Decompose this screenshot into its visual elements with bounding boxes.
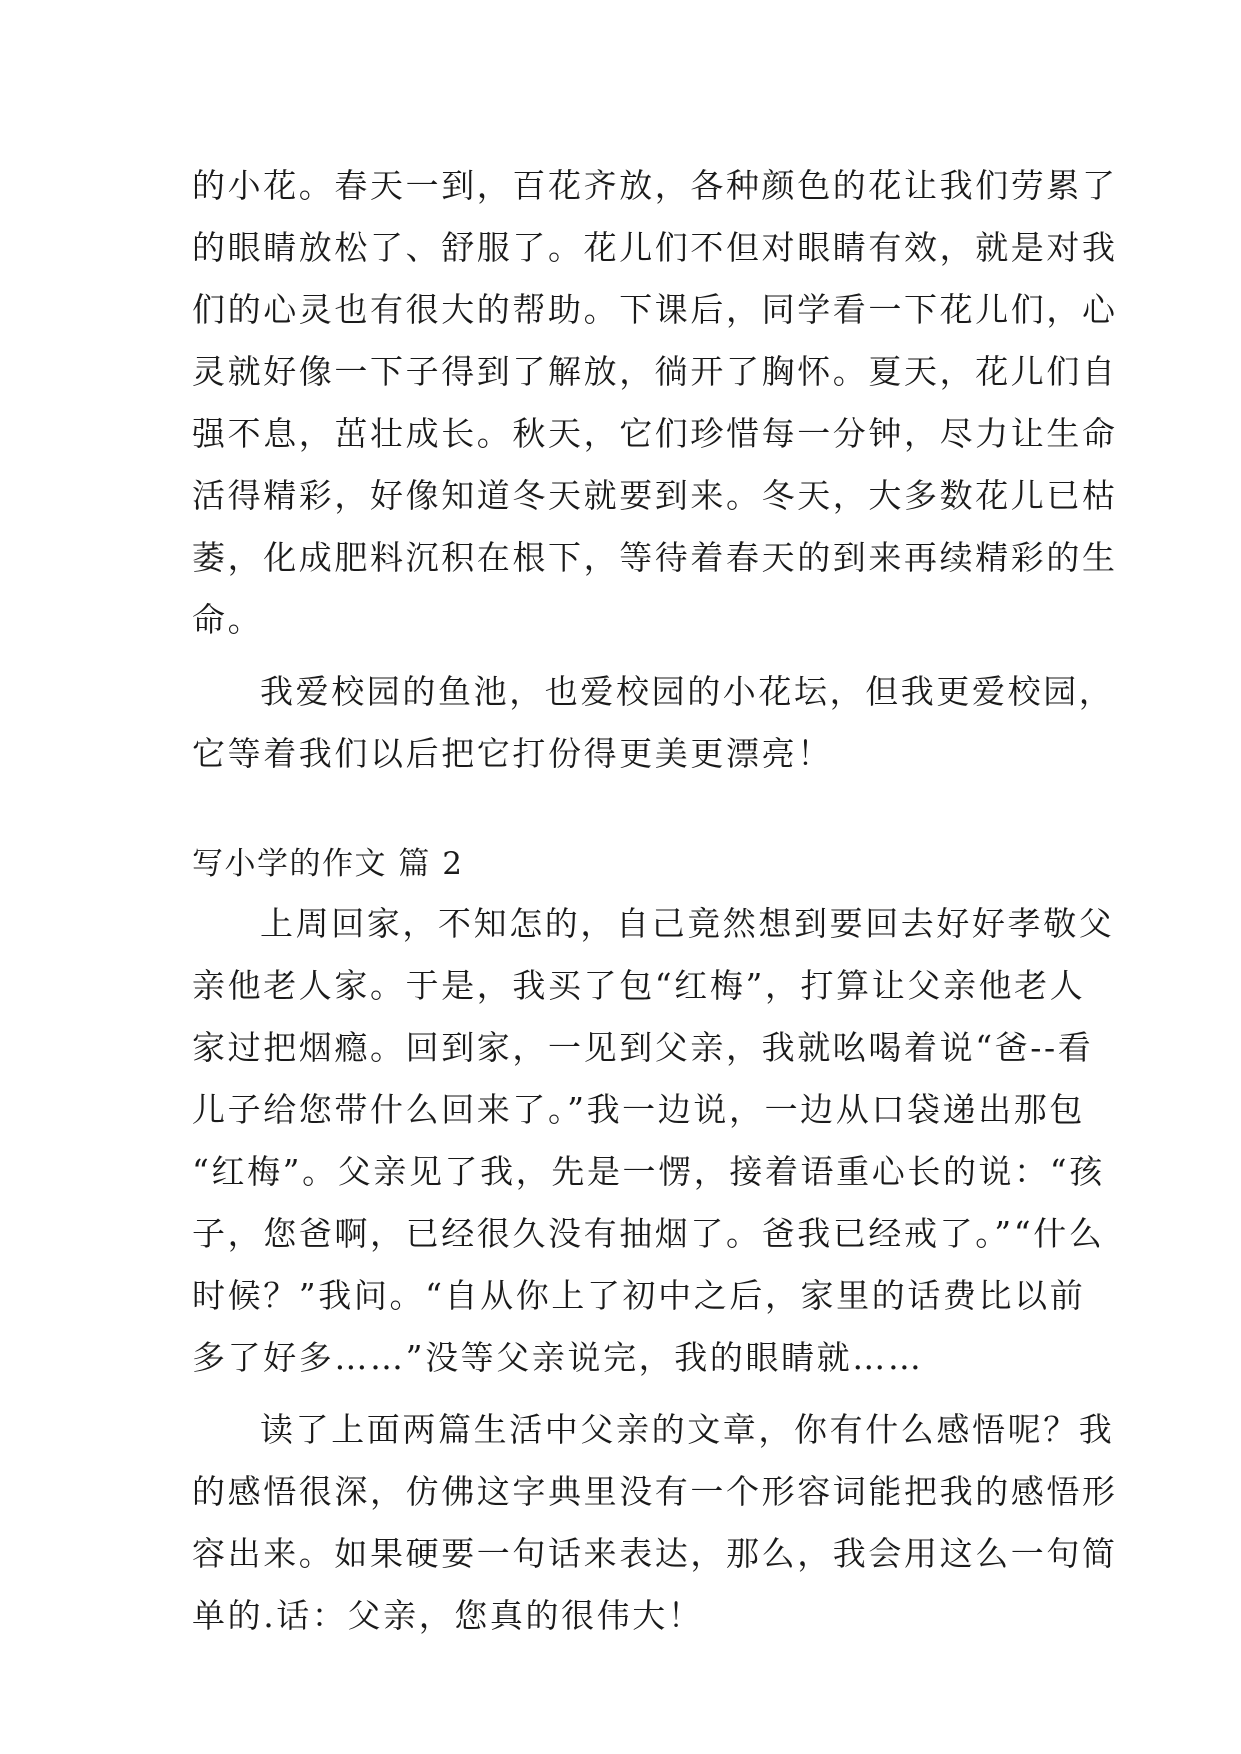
text-line: 的感悟很深，仿佛这字典里没有一个形容词能把我的感悟形 [192,1472,1118,1511]
text-line: 活得精彩，好像知道冬天就要到来。冬天，大多数花儿已枯 [192,476,1118,515]
text-line: 多了好多……”没等父亲说完，我的眼睛就…… [192,1338,924,1377]
text-line: 萎，化成肥料沉积在根下，等待着春天的到来再续精彩的生 [192,538,1118,577]
text-line: “红梅”。父亲见了我，先是一愣，接着语重心长的说：“孩 [192,1152,1105,1191]
text-line: 家过把烟瘾。回到家，一见到父亲，我就吆喝着说“爸--看 [192,1028,1094,1067]
paragraph-flowers [192,155,1118,651]
text-line: 时候？”我问。“自从你上了初中之后，家里的话费比以前 [192,1276,1086,1315]
text-line: 儿子给您带什么回来了。”我一边说，一边从口袋递出那包 [192,1090,1085,1129]
text-line: 它等着我们以后把它打份得更美更漂亮！ [192,734,833,773]
text-line: 的眼睛放松了、舒服了。花儿们不但对眼睛有效，就是对我 [192,228,1118,267]
text-line: 读了上面两篇生活中父亲的文章，你有什么感悟呢？我 [260,1410,1115,1449]
text-line: 命。 [192,600,264,639]
text-line: 单的.话：父亲，您真的很伟大！ [192,1596,704,1635]
text-line: 们的心灵也有很大的帮助。下课后，同学看一下花儿们，心 [192,290,1118,329]
text-line: 上周回家，不知怎的，自己竟然想到要回去好好孝敬父 [260,904,1115,943]
text-line: 强不息，茁壮成长。秋天，它们珍惜每一分钟，尽力让生命 [192,414,1118,453]
paragraph-love-campus [192,661,1115,785]
text-line: 的小花。春天一到，百花齐放，各种颜色的花让我们劳累了 [192,166,1118,205]
paragraph-father-story [192,893,1115,1389]
text-line: 容出来。如果硬要一句话来表达，那么，我会用这么一句简 [192,1534,1118,1573]
text-line: 子，您爸啊，已经很久没有抽烟了。爸我已经戒了。”“什么 [192,1214,1105,1253]
text-line: 亲他老人家。于是，我买了包“红梅”，打算让父亲他老人 [192,966,1086,1005]
document-body [192,155,1118,1647]
text-line: 我爱校园的鱼池，也爱校园的小花坛，但我更爱校园， [260,672,1115,711]
paragraph-reflection [192,1399,1118,1647]
text-line: 灵就好像一下子得到了解放，徜开了胸怀。夏天，花儿们自 [192,352,1118,391]
section-heading: 写小学的作文 篇 2 [192,846,464,882]
